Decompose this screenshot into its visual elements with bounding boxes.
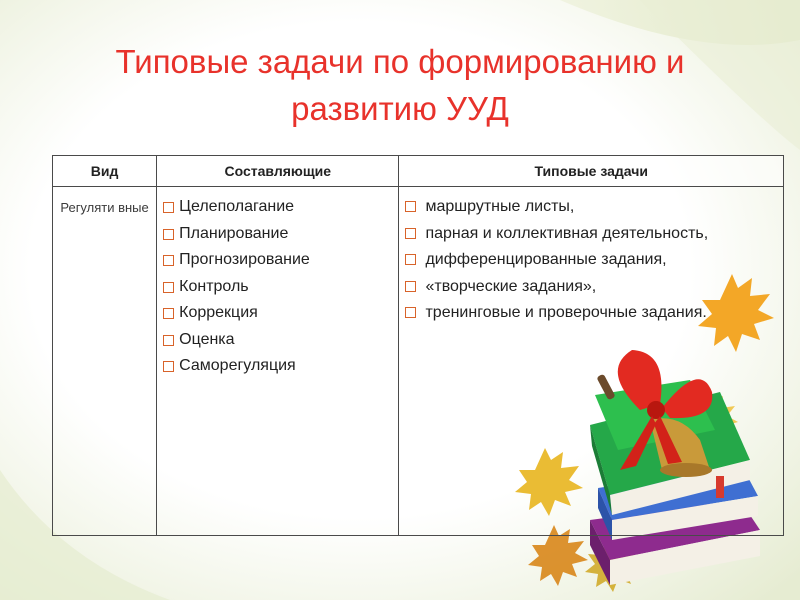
checkbox-bullet-icon [163,335,174,346]
list-item [161,221,398,248]
list-item-label: «творческие задания», [425,277,597,295]
tasks-table [52,155,784,536]
list-item [161,327,398,354]
list-item-label: Оценка [179,330,235,348]
list-item [161,194,398,221]
components-list [157,187,398,380]
list-item [403,195,777,218]
slide-title: Типовые задачи по формированию и развитию УУД [115,43,685,127]
tasks-cell [399,187,784,536]
list-item [161,353,398,380]
checkbox-bullet-icon [163,202,174,213]
list-item [403,222,777,245]
checkbox-bullet-icon [405,281,416,292]
checkbox-bullet-icon [163,255,174,266]
header-cell-components: Составляющие [157,156,399,187]
list-item-label: парная и коллективная деятельность, [425,224,709,242]
tasks-list [399,187,783,324]
table-header-row [53,156,784,187]
checkbox-bullet-icon [163,361,174,372]
list-item [403,301,777,324]
components-cell [157,187,399,536]
list-item-label: Коррекция [179,304,258,321]
type-cell: Регуляти вные [53,187,157,536]
table-row [53,187,784,536]
list-item-label: Планирование [179,224,289,242]
list-item-label: Целеполагание [179,198,295,215]
list-item [161,274,398,301]
checkbox-bullet-icon [163,282,174,293]
list-item [403,248,777,271]
header-cell-tasks: Типовые задачи [399,156,784,187]
list-item-label: тренинговые и проверочные задания. [425,304,707,321]
checkbox-bullet-icon [405,228,416,239]
checkbox-bullet-icon [163,308,174,319]
checkbox-bullet-icon [405,254,416,265]
list-item-label: Саморегуляция [179,357,296,374]
list-item [161,247,398,274]
list-item-label: маршрутные листы, [425,198,575,215]
checkbox-bullet-icon [163,229,174,240]
checkbox-bullet-icon [405,201,416,212]
list-item-label: Контроль [179,277,249,295]
list-item-label: Прогнозирование [179,251,310,268]
list-item [161,300,398,327]
list-item [403,275,777,298]
checkbox-bullet-icon [405,307,416,318]
list-item-label: дифференцированные задания, [425,251,667,268]
header-cell-type: Вид [53,156,157,187]
